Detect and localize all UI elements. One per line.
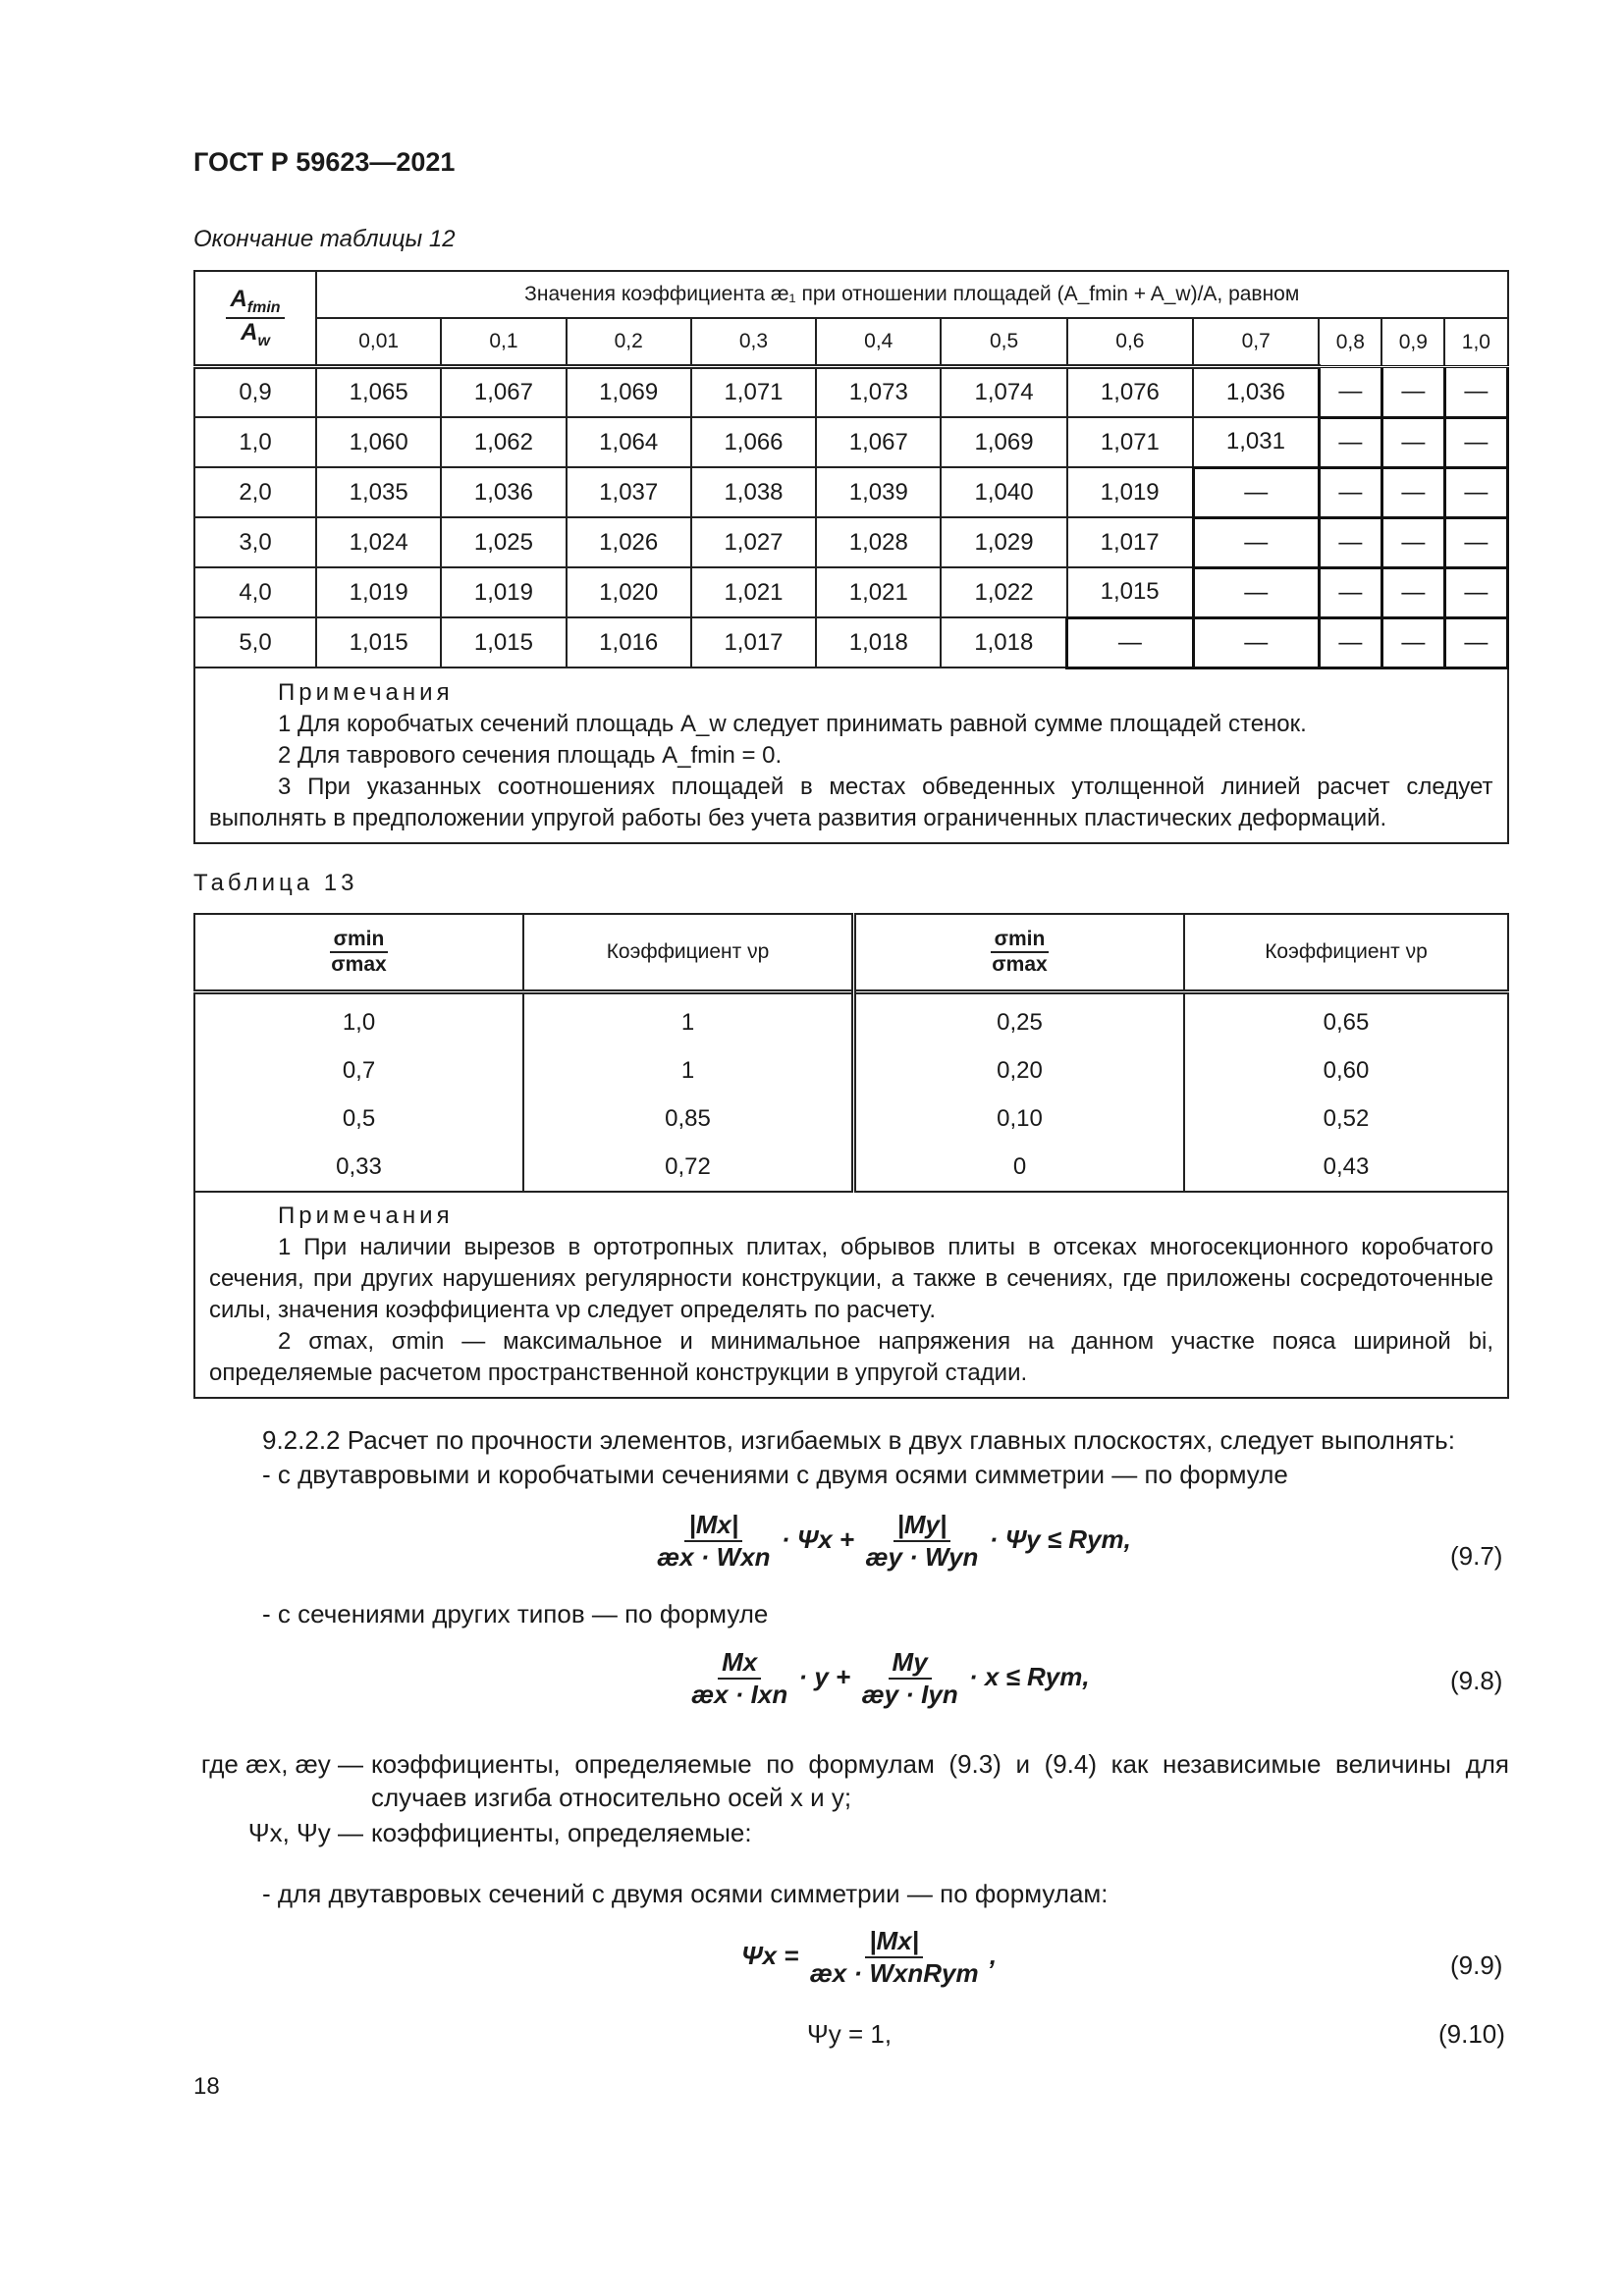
- formula-9-10: Ψy = 1,: [807, 2019, 893, 2049]
- table-cell: —: [1319, 567, 1381, 617]
- table-cell: —: [1319, 467, 1381, 517]
- table-cell: 0,10: [854, 1095, 1185, 1143]
- table-cell: 0: [854, 1143, 1185, 1192]
- table-cell: 1,040: [941, 467, 1066, 517]
- table-cell: —: [1381, 367, 1444, 418]
- table-cell: 1,019: [441, 567, 566, 617]
- formula-9-9: Ψx = $\frac{|Mx|}{\text{æx · WxnRym}}$ ,: [741, 1926, 998, 1988]
- table-cell: 1,069: [567, 367, 691, 418]
- table-cell: 1,069: [941, 417, 1066, 467]
- table-row: [194, 617, 1508, 667]
- table-cell: 1,060: [316, 417, 441, 467]
- table-cell: 1,015: [1067, 567, 1193, 617]
- page-number: 18: [193, 2073, 220, 2100]
- table-cell: —: [1444, 467, 1507, 517]
- row-ratio: 1,0: [194, 417, 316, 467]
- row-ratio: 0,9: [194, 367, 316, 418]
- table-cell: —: [1193, 467, 1319, 517]
- table-cell: —: [1319, 517, 1381, 567]
- table-cell: —: [1067, 617, 1193, 667]
- column-header: 0,5: [941, 318, 1066, 367]
- formula-label-9-8: (9.8): [1450, 1666, 1503, 1695]
- table-cell: 1,026: [567, 517, 691, 567]
- table-cell: 0,85: [523, 1095, 854, 1143]
- table-cell: 0,33: [194, 1143, 523, 1192]
- ratio-header-2: $\frac{\sigma\min}{\sigma\max}$: [854, 914, 1185, 992]
- formula-9-7: $\frac{|Mx|}{\text{æx · Wxn}}$ · Ψx + $\frac{|My|}{\text{æy · Wyn}}$ · Ψy ≤ Rym,: [657, 1510, 1131, 1572]
- table-cell: —: [1319, 417, 1381, 467]
- table-cell: 0,25: [854, 992, 1185, 1047]
- table-cell: 1,038: [691, 467, 816, 517]
- table12-notes: Примечания 1 Для коробчатых сечений площадь A_w следует принимать равной сумме площадей стенок. 2 Для таврового сечения площадь A_fmin = 0. 3 При указанных соотношениях площадей в местах обведенных утолщенной линией расчет следует выполнять в предположении упругой работы без учета развития ограниченных пластических деформаций.: [194, 667, 1508, 843]
- table-row: [194, 1143, 1508, 1192]
- table-cell: 1,025: [441, 517, 566, 567]
- table-row: [194, 367, 1508, 418]
- table-cell: —: [1381, 467, 1444, 517]
- table-cell: 0,52: [1184, 1095, 1508, 1143]
- table-cell: 1,031: [1193, 417, 1319, 467]
- table-cell: —: [1381, 617, 1444, 667]
- table-cell: 1,020: [567, 567, 691, 617]
- table-cell: 1,036: [1193, 367, 1319, 418]
- note-2: 2 σmax, σmin — максимальное и минимальное напряжения на данном участке пояса шириной bi, определяемые расчетом пространственной конструкции в упругой стадии.: [209, 1328, 1493, 1386]
- table-cell: 1,017: [691, 617, 816, 667]
- table-cell: 1,071: [691, 367, 816, 418]
- table-cell: —: [1193, 617, 1319, 667]
- table-cell: 1,018: [816, 617, 941, 667]
- table-cell: 0,7: [194, 1046, 523, 1095]
- table12-caption: Окончание таблицы 12: [193, 226, 456, 252]
- table-cell: 1,067: [441, 367, 566, 418]
- table-cell: —: [1319, 367, 1381, 418]
- table-12: [193, 270, 1509, 844]
- table-cell: 1,074: [941, 367, 1066, 418]
- document-header: ГОСТ Р 59623—2021: [193, 147, 456, 177]
- formula-9-8: $\frac{Mx}{\text{æx · Ixn}}$ · y + $\frac{My}{\text{æy · Iyn}}$ · x ≤ Rym,: [691, 1647, 1090, 1709]
- row-ratio: 3,0: [194, 517, 316, 567]
- table-cell: —: [1444, 517, 1507, 567]
- table-cell: 1,0: [194, 992, 523, 1047]
- corner-header: $\frac{A_{fmin}}{A_w}$: [194, 271, 316, 367]
- table-row: [194, 467, 1508, 517]
- table-cell: —: [1381, 417, 1444, 467]
- note-1: 1 Для коробчатых сечений площадь A_w следует принимать равной сумме площадей стенок.: [278, 710, 1307, 737]
- ratio-header-1: $\frac{\sigma\min}{\sigma\max}$: [194, 914, 523, 992]
- table-cell: 1,019: [1067, 467, 1193, 517]
- table-cell: 0,72: [523, 1143, 854, 1192]
- formula-label-9-9: (9.9): [1450, 1950, 1503, 1980]
- table-cell: 1,027: [691, 517, 816, 567]
- list-item-2: - с сечениями других типов — по формуле: [262, 1599, 769, 1629]
- table-cell: 1,015: [441, 617, 566, 667]
- table-cell: 1,073: [816, 367, 941, 418]
- table-cell: 0,65: [1184, 992, 1508, 1047]
- column-header: 0,7: [1193, 318, 1319, 367]
- note-3: 3 При указанных соотношениях площадей в местах обведенных утолщенной линией расчет следует выполнять в предположении упругой работы без учета развития ограниченных пластических деформаций.: [209, 773, 1493, 831]
- table-cell: 1,021: [816, 567, 941, 617]
- table-cell: 1,028: [816, 517, 941, 567]
- column-header: 0,8: [1319, 318, 1381, 367]
- table-cell: 0,20: [854, 1046, 1185, 1095]
- table-cell: 1,019: [316, 567, 441, 617]
- table-row: [194, 517, 1508, 567]
- formula-label-9-7: (9.7): [1450, 1541, 1503, 1571]
- table-cell: 1,015: [316, 617, 441, 667]
- column-header: 0,1: [441, 318, 566, 367]
- table-cell: —: [1444, 367, 1507, 418]
- where-block: где æx, æy — коэффициенты, определяемые по формулам (9.3) и (9.4) как независимые величины для случаев изгиба относительно осей x и y; Ψx, Ψy — коэффициенты, определяемые:: [200, 1749, 1509, 1847]
- table-cell: 1,021: [691, 567, 816, 617]
- table-cell: 1,037: [567, 467, 691, 517]
- table-cell: 1,018: [941, 617, 1066, 667]
- table-cell: 1,064: [567, 417, 691, 467]
- table-cell: 1: [523, 992, 854, 1047]
- row-ratio: 5,0: [194, 617, 316, 667]
- table-cell: —: [1444, 567, 1507, 617]
- table-cell: 1,017: [1067, 517, 1193, 567]
- table-cell: —: [1381, 567, 1444, 617]
- table-cell: —: [1444, 617, 1507, 667]
- note-2: 2 Для таврового сечения площадь A_fmin = 0.: [278, 741, 783, 769]
- table-cell: 0,43: [1184, 1143, 1508, 1192]
- table-row: [194, 992, 1508, 1047]
- table-cell: 0,5: [194, 1095, 523, 1143]
- table-13: [193, 913, 1509, 1399]
- table13-notes: Примечания 1 При наличии вырезов в ортотропных плитах, обрывов плиты в отсеках многосекционного коробчатого сечения, при других нарушениях регулярности конструкции, а также в сечениях, где приложены сосредоточенные силы, значения коэффициента νp следует определять по расчету. 2 σmax, σmin — максимальное и минимальное напряжения на данном участке пояса шириной bi, определяемые расчетом пространственной конструкции в упругой стадии.: [194, 1192, 1508, 1398]
- table-cell: 1,022: [941, 567, 1066, 617]
- table-cell: 1,039: [816, 467, 941, 517]
- column-header: 0,01: [316, 318, 441, 367]
- table-cell: 1,036: [441, 467, 566, 517]
- list-item-1: - с двутавровыми и коробчатыми сечениями с двумя осями симметрии — по формуле: [262, 1460, 1288, 1489]
- table-cell: 1,062: [441, 417, 566, 467]
- coef-header-2: Коэффициент νp: [1184, 914, 1508, 992]
- table-cell: 1,029: [941, 517, 1066, 567]
- group-header: Значения коэффициента æ₁ при отношении площадей (A_fmin + A_w)/A, равном: [316, 271, 1508, 318]
- list-item-3: - для двутавровых сечений с двумя осями симметрии — по формулам:: [262, 1879, 1109, 1908]
- table-cell: 1,024: [316, 517, 441, 567]
- table-cell: —: [1381, 517, 1444, 567]
- table-cell: —: [1193, 517, 1319, 567]
- column-header: 0,6: [1067, 318, 1193, 367]
- table-cell: 1,065: [316, 367, 441, 418]
- table-row: [194, 1095, 1508, 1143]
- column-header: 0,4: [816, 318, 941, 367]
- table-row: [194, 417, 1508, 467]
- table-cell: 1,035: [316, 467, 441, 517]
- column-header: 1,0: [1444, 318, 1507, 367]
- formula-label-9-10: (9.10): [1438, 2019, 1505, 2049]
- table-cell: 1: [523, 1046, 854, 1095]
- column-header: 0,3: [691, 318, 816, 367]
- column-header: 0,2: [567, 318, 691, 367]
- table-cell: 1,071: [1067, 417, 1193, 467]
- table-row: [194, 567, 1508, 617]
- table-cell: 1,076: [1067, 367, 1193, 418]
- table-cell: 1,067: [816, 417, 941, 467]
- row-ratio: 4,0: [194, 567, 316, 617]
- paragraph-9-2-2-2: 9.2.2.2 Расчет по прочности элементов, изгибаемых в двух главных плоскостях, следует выполнять:: [262, 1425, 1455, 1455]
- table-cell: —: [1319, 617, 1381, 667]
- table-cell: —: [1193, 567, 1319, 617]
- table-row: [194, 1046, 1508, 1095]
- column-header: 0,9: [1381, 318, 1444, 367]
- table13-caption: Таблица 13: [193, 870, 358, 896]
- table-cell: 1,066: [691, 417, 816, 467]
- table-cell: 1,016: [567, 617, 691, 667]
- row-ratio: 2,0: [194, 467, 316, 517]
- table-cell: 0,60: [1184, 1046, 1508, 1095]
- coef-header-1: Коэффициент νp: [523, 914, 854, 992]
- table-cell: —: [1444, 417, 1507, 467]
- note-1: 1 При наличии вырезов в ортотропных плитах, обрывов плиты в отсеках многосекционного коробчатого сечения, при других нарушениях регулярности конструкции, а также в сечениях, где приложены сосредоточенные силы, значения коэффициента νp следует определять по расчету.: [209, 1234, 1493, 1323]
